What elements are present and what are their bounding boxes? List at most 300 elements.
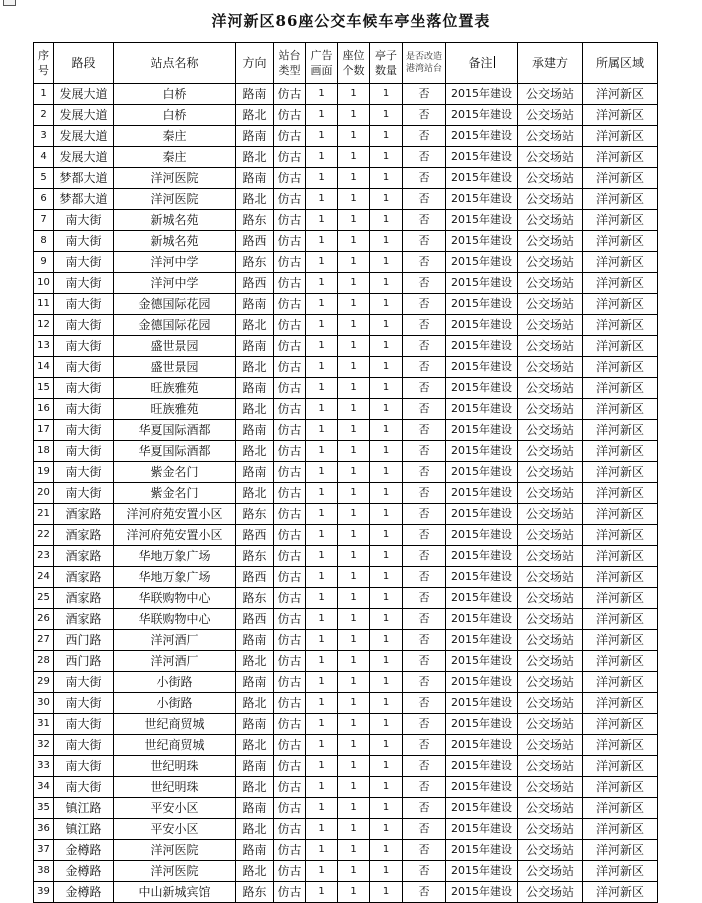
cell-stop-name: 世纪明珠 bbox=[114, 756, 236, 777]
cell-direction: 路南 bbox=[236, 378, 274, 399]
cell-seq: 1 bbox=[34, 84, 54, 105]
cell-area: 洋河新区 bbox=[583, 210, 658, 231]
cell-seq: 4 bbox=[34, 147, 54, 168]
cell-direction: 路南 bbox=[236, 168, 274, 189]
cell-stop-name: 华夏国际酒都 bbox=[114, 420, 236, 441]
cell-note: 2015年建设 bbox=[446, 651, 518, 672]
cell-direction: 路北 bbox=[236, 483, 274, 504]
cell-seat-count: 1 bbox=[338, 105, 370, 126]
cell-road: 南大街 bbox=[54, 756, 114, 777]
cell-builder: 公交场站 bbox=[518, 441, 583, 462]
cell-road: 南大街 bbox=[54, 378, 114, 399]
cell-platform-type: 仿古 bbox=[274, 399, 306, 420]
table-row bbox=[34, 756, 658, 777]
cell-area: 洋河新区 bbox=[583, 672, 658, 693]
cell-note: 2015年建设 bbox=[446, 882, 518, 903]
cell-seq: 28 bbox=[34, 651, 54, 672]
cell-area: 洋河新区 bbox=[583, 378, 658, 399]
cell-seq: 24 bbox=[34, 567, 54, 588]
cell-direction: 路西 bbox=[236, 273, 274, 294]
cell-stop-name: 洋河医院 bbox=[114, 861, 236, 882]
cell-pavilion-count: 1 bbox=[370, 462, 403, 483]
cell-builder: 公交场站 bbox=[518, 525, 583, 546]
cell-seq: 18 bbox=[34, 441, 54, 462]
cell-stop-name: 世纪明珠 bbox=[114, 777, 236, 798]
cell-road: 酒家路 bbox=[54, 609, 114, 630]
cell-seat-count: 1 bbox=[338, 252, 370, 273]
cell-ad-screen: 1 bbox=[306, 168, 338, 189]
cell-ad-screen: 1 bbox=[306, 651, 338, 672]
cell-platform-type: 仿古 bbox=[274, 147, 306, 168]
cell-builder: 公交场站 bbox=[518, 294, 583, 315]
cell-seq: 2 bbox=[34, 105, 54, 126]
cell-builder: 公交场站 bbox=[518, 630, 583, 651]
cell-builder: 公交场站 bbox=[518, 231, 583, 252]
cell-platform-type: 仿古 bbox=[274, 420, 306, 441]
cell-platform-type: 仿古 bbox=[274, 777, 306, 798]
cell-direction: 路西 bbox=[236, 567, 274, 588]
cell-road: 酒家路 bbox=[54, 567, 114, 588]
cell-note: 2015年建设 bbox=[446, 126, 518, 147]
cell-platform-type: 仿古 bbox=[274, 357, 306, 378]
table-row bbox=[34, 567, 658, 588]
cell-direction: 路北 bbox=[236, 819, 274, 840]
cell-pavilion-count: 1 bbox=[370, 441, 403, 462]
cell-area: 洋河新区 bbox=[583, 882, 658, 903]
cell-stop-name: 平安小区 bbox=[114, 798, 236, 819]
header-renovate-bay: 是否改造港湾站台 bbox=[403, 43, 446, 84]
cell-seat-count: 1 bbox=[338, 147, 370, 168]
header-platform-type: 站台类型 bbox=[274, 43, 306, 84]
header-area: 所属区域 bbox=[583, 43, 658, 84]
cell-area: 洋河新区 bbox=[583, 420, 658, 441]
cell-stop-name: 洋河中学 bbox=[114, 273, 236, 294]
cell-builder: 公交场站 bbox=[518, 273, 583, 294]
cell-road: 西门路 bbox=[54, 651, 114, 672]
cell-ad-screen: 1 bbox=[306, 399, 338, 420]
bus-shelter-table bbox=[33, 42, 658, 903]
cell-road: 南大街 bbox=[54, 693, 114, 714]
cell-note: 2015年建设 bbox=[446, 819, 518, 840]
cell-seat-count: 1 bbox=[338, 462, 370, 483]
cell-seq: 14 bbox=[34, 357, 54, 378]
cell-seat-count: 1 bbox=[338, 294, 370, 315]
cell-platform-type: 仿古 bbox=[274, 693, 306, 714]
cell-ad-screen: 1 bbox=[306, 210, 338, 231]
cell-pavilion-count: 1 bbox=[370, 315, 403, 336]
cell-renovate-bay: 否 bbox=[403, 126, 446, 147]
cell-area: 洋河新区 bbox=[583, 819, 658, 840]
cell-road: 金樽路 bbox=[54, 882, 114, 903]
table-row bbox=[34, 231, 658, 252]
cell-ad-screen: 1 bbox=[306, 315, 338, 336]
cell-ad-screen: 1 bbox=[306, 252, 338, 273]
cell-area: 洋河新区 bbox=[583, 861, 658, 882]
cell-stop-name: 紫金名门 bbox=[114, 483, 236, 504]
cell-area: 洋河新区 bbox=[583, 189, 658, 210]
table-row bbox=[34, 147, 658, 168]
cell-direction: 路东 bbox=[236, 882, 274, 903]
cell-seq: 36 bbox=[34, 819, 54, 840]
cell-direction: 路东 bbox=[236, 252, 274, 273]
cell-renovate-bay: 否 bbox=[403, 315, 446, 336]
cell-renovate-bay: 否 bbox=[403, 504, 446, 525]
table-row bbox=[34, 168, 658, 189]
cell-stop-name: 洋河中学 bbox=[114, 252, 236, 273]
cell-builder: 公交场站 bbox=[518, 819, 583, 840]
cell-pavilion-count: 1 bbox=[370, 420, 403, 441]
cell-stop-name: 金德国际花园 bbox=[114, 294, 236, 315]
table-row bbox=[34, 378, 658, 399]
cell-platform-type: 仿古 bbox=[274, 441, 306, 462]
cell-renovate-bay: 否 bbox=[403, 210, 446, 231]
cell-pavilion-count: 1 bbox=[370, 630, 403, 651]
cell-road: 南大街 bbox=[54, 399, 114, 420]
cell-direction: 路西 bbox=[236, 525, 274, 546]
cell-direction: 路南 bbox=[236, 672, 274, 693]
cell-seq: 16 bbox=[34, 399, 54, 420]
cell-platform-type: 仿古 bbox=[274, 462, 306, 483]
cell-seq: 39 bbox=[34, 882, 54, 903]
cell-seat-count: 1 bbox=[338, 231, 370, 252]
cell-platform-type: 仿古 bbox=[274, 252, 306, 273]
cell-area: 洋河新区 bbox=[583, 735, 658, 756]
cell-note: 2015年建设 bbox=[446, 252, 518, 273]
cell-road: 镇江路 bbox=[54, 798, 114, 819]
cell-stop-name: 洋河医院 bbox=[114, 168, 236, 189]
cell-builder: 公交场站 bbox=[518, 714, 583, 735]
cell-builder: 公交场站 bbox=[518, 609, 583, 630]
cell-seat-count: 1 bbox=[338, 756, 370, 777]
cell-note: 2015年建设 bbox=[446, 588, 518, 609]
cell-seq: 37 bbox=[34, 840, 54, 861]
cell-ad-screen: 1 bbox=[306, 777, 338, 798]
cell-area: 洋河新区 bbox=[583, 252, 658, 273]
table-row bbox=[34, 525, 658, 546]
cell-stop-name: 洋河医院 bbox=[114, 840, 236, 861]
cell-area: 洋河新区 bbox=[583, 336, 658, 357]
cell-stop-name: 旺族雅苑 bbox=[114, 399, 236, 420]
cell-area: 洋河新区 bbox=[583, 651, 658, 672]
cell-ad-screen: 1 bbox=[306, 336, 338, 357]
cell-stop-name: 中山新城宾馆 bbox=[114, 882, 236, 903]
table-row bbox=[34, 693, 658, 714]
cell-seat-count: 1 bbox=[338, 126, 370, 147]
cell-platform-type: 仿古 bbox=[274, 525, 306, 546]
cell-stop-name: 小街路 bbox=[114, 672, 236, 693]
cell-area: 洋河新区 bbox=[583, 630, 658, 651]
cell-renovate-bay: 否 bbox=[403, 273, 446, 294]
cell-builder: 公交场站 bbox=[518, 357, 583, 378]
cell-platform-type: 仿古 bbox=[274, 504, 306, 525]
cell-direction: 路北 bbox=[236, 315, 274, 336]
cell-stop-name: 白桥 bbox=[114, 84, 236, 105]
cell-renovate-bay: 否 bbox=[403, 735, 446, 756]
cell-road: 南大街 bbox=[54, 735, 114, 756]
table-row bbox=[34, 798, 658, 819]
cell-seat-count: 1 bbox=[338, 168, 370, 189]
cell-builder: 公交场站 bbox=[518, 315, 583, 336]
cell-builder: 公交场站 bbox=[518, 483, 583, 504]
cell-builder: 公交场站 bbox=[518, 798, 583, 819]
cell-pavilion-count: 1 bbox=[370, 147, 403, 168]
cell-stop-name: 世纪商贸城 bbox=[114, 714, 236, 735]
cell-builder: 公交场站 bbox=[518, 756, 583, 777]
cell-area: 洋河新区 bbox=[583, 168, 658, 189]
cell-road: 酒家路 bbox=[54, 588, 114, 609]
header-note-label: 备注 bbox=[468, 55, 493, 70]
cell-pavilion-count: 1 bbox=[370, 546, 403, 567]
table-row bbox=[34, 504, 658, 525]
cell-area: 洋河新区 bbox=[583, 567, 658, 588]
cell-seat-count: 1 bbox=[338, 525, 370, 546]
cell-direction: 路北 bbox=[236, 441, 274, 462]
cell-seat-count: 1 bbox=[338, 882, 370, 903]
cell-area: 洋河新区 bbox=[583, 525, 658, 546]
cell-ad-screen: 1 bbox=[306, 609, 338, 630]
cell-platform-type: 仿古 bbox=[274, 798, 306, 819]
cell-seat-count: 1 bbox=[338, 588, 370, 609]
cell-renovate-bay: 否 bbox=[403, 609, 446, 630]
cell-direction: 路南 bbox=[236, 630, 274, 651]
cell-area: 洋河新区 bbox=[583, 399, 658, 420]
cell-seat-count: 1 bbox=[338, 441, 370, 462]
cell-seat-count: 1 bbox=[338, 504, 370, 525]
cell-platform-type: 仿古 bbox=[274, 735, 306, 756]
cell-direction: 路东 bbox=[236, 588, 274, 609]
cell-builder: 公交场站 bbox=[518, 672, 583, 693]
cell-note: 2015年建设 bbox=[446, 693, 518, 714]
cell-builder: 公交场站 bbox=[518, 651, 583, 672]
cell-seat-count: 1 bbox=[338, 336, 370, 357]
cell-area: 洋河新区 bbox=[583, 273, 658, 294]
cell-seat-count: 1 bbox=[338, 693, 370, 714]
cell-seat-count: 1 bbox=[338, 567, 370, 588]
cell-seat-count: 1 bbox=[338, 273, 370, 294]
table-row bbox=[34, 357, 658, 378]
cell-renovate-bay: 否 bbox=[403, 714, 446, 735]
cell-road: 梦都大道 bbox=[54, 168, 114, 189]
cell-area: 洋河新区 bbox=[583, 105, 658, 126]
cell-renovate-bay: 否 bbox=[403, 252, 446, 273]
cell-ad-screen: 1 bbox=[306, 630, 338, 651]
cell-seat-count: 1 bbox=[338, 651, 370, 672]
cell-road: 南大街 bbox=[54, 441, 114, 462]
cell-platform-type: 仿古 bbox=[274, 588, 306, 609]
cell-road: 南大街 bbox=[54, 231, 114, 252]
cell-note: 2015年建设 bbox=[446, 630, 518, 651]
cell-note: 2015年建设 bbox=[446, 504, 518, 525]
cell-builder: 公交场站 bbox=[518, 588, 583, 609]
cell-seq: 11 bbox=[34, 294, 54, 315]
cell-stop-name: 旺族雅苑 bbox=[114, 378, 236, 399]
table-row bbox=[34, 189, 658, 210]
cell-seat-count: 1 bbox=[338, 378, 370, 399]
cell-note: 2015年建设 bbox=[446, 441, 518, 462]
table-row bbox=[34, 399, 658, 420]
table-row bbox=[34, 84, 658, 105]
cell-platform-type: 仿古 bbox=[274, 651, 306, 672]
cell-seat-count: 1 bbox=[338, 84, 370, 105]
table-row bbox=[34, 252, 658, 273]
cell-stop-name: 洋河酒厂 bbox=[114, 651, 236, 672]
cell-road: 南大街 bbox=[54, 777, 114, 798]
table-row bbox=[34, 336, 658, 357]
cell-road: 南大街 bbox=[54, 714, 114, 735]
cell-area: 洋河新区 bbox=[583, 483, 658, 504]
cell-renovate-bay: 否 bbox=[403, 672, 446, 693]
cell-area: 洋河新区 bbox=[583, 147, 658, 168]
cell-road: 酒家路 bbox=[54, 546, 114, 567]
cell-seat-count: 1 bbox=[338, 840, 370, 861]
cell-ad-screen: 1 bbox=[306, 231, 338, 252]
cell-direction: 路北 bbox=[236, 861, 274, 882]
table-row bbox=[34, 819, 658, 840]
cell-stop-name: 华联购物中心 bbox=[114, 588, 236, 609]
cell-platform-type: 仿古 bbox=[274, 672, 306, 693]
cell-renovate-bay: 否 bbox=[403, 105, 446, 126]
cell-platform-type: 仿古 bbox=[274, 882, 306, 903]
header-builder: 承建方 bbox=[518, 43, 583, 84]
cell-builder: 公交场站 bbox=[518, 504, 583, 525]
cell-seat-count: 1 bbox=[338, 630, 370, 651]
cell-ad-screen: 1 bbox=[306, 861, 338, 882]
cell-road: 南大街 bbox=[54, 210, 114, 231]
cell-area: 洋河新区 bbox=[583, 315, 658, 336]
cell-builder: 公交场站 bbox=[518, 168, 583, 189]
cell-builder: 公交场站 bbox=[518, 84, 583, 105]
cell-builder: 公交场站 bbox=[518, 336, 583, 357]
cell-direction: 路东 bbox=[236, 546, 274, 567]
cell-stop-name: 洋河府苑安置小区 bbox=[114, 525, 236, 546]
cell-seat-count: 1 bbox=[338, 399, 370, 420]
header-row bbox=[34, 43, 658, 84]
cell-builder: 公交场站 bbox=[518, 693, 583, 714]
header-direction: 方向 bbox=[236, 43, 274, 84]
cell-seat-count: 1 bbox=[338, 189, 370, 210]
cell-builder: 公交场站 bbox=[518, 462, 583, 483]
cell-note: 2015年建设 bbox=[446, 84, 518, 105]
cell-road: 南大街 bbox=[54, 294, 114, 315]
cell-pavilion-count: 1 bbox=[370, 525, 403, 546]
cell-ad-screen: 1 bbox=[306, 693, 338, 714]
cell-pavilion-count: 1 bbox=[370, 777, 403, 798]
cell-seq: 19 bbox=[34, 462, 54, 483]
cell-area: 洋河新区 bbox=[583, 294, 658, 315]
cell-note: 2015年建设 bbox=[446, 315, 518, 336]
cell-direction: 路北 bbox=[236, 777, 274, 798]
cell-platform-type: 仿古 bbox=[274, 294, 306, 315]
table-row bbox=[34, 609, 658, 630]
header-seq: 序号 bbox=[34, 43, 54, 84]
cell-builder: 公交场站 bbox=[518, 378, 583, 399]
cell-road: 发展大道 bbox=[54, 126, 114, 147]
cell-renovate-bay: 否 bbox=[403, 840, 446, 861]
cell-direction: 路北 bbox=[236, 357, 274, 378]
cell-road: 南大街 bbox=[54, 420, 114, 441]
cell-ad-screen: 1 bbox=[306, 378, 338, 399]
cell-road: 南大街 bbox=[54, 336, 114, 357]
cell-road: 发展大道 bbox=[54, 147, 114, 168]
table-row bbox=[34, 105, 658, 126]
cell-road: 酒家路 bbox=[54, 504, 114, 525]
cell-seat-count: 1 bbox=[338, 714, 370, 735]
table-row bbox=[34, 294, 658, 315]
cell-seq: 23 bbox=[34, 546, 54, 567]
sheet-corner-handle[interactable] bbox=[3, 0, 16, 6]
cell-stop-name: 洋河医院 bbox=[114, 189, 236, 210]
cell-note: 2015年建设 bbox=[446, 336, 518, 357]
cell-platform-type: 仿古 bbox=[274, 231, 306, 252]
cell-area: 洋河新区 bbox=[583, 777, 658, 798]
cell-direction: 路北 bbox=[236, 189, 274, 210]
cell-seq: 30 bbox=[34, 693, 54, 714]
cell-seq: 12 bbox=[34, 315, 54, 336]
table-row bbox=[34, 126, 658, 147]
table-row bbox=[34, 483, 658, 504]
cell-seat-count: 1 bbox=[338, 861, 370, 882]
cell-pavilion-count: 1 bbox=[370, 819, 403, 840]
header-road: 路段 bbox=[54, 43, 114, 84]
cell-ad-screen: 1 bbox=[306, 567, 338, 588]
cell-road: 金樽路 bbox=[54, 861, 114, 882]
cell-direction: 路南 bbox=[236, 294, 274, 315]
cell-note: 2015年建设 bbox=[446, 357, 518, 378]
cell-seq: 17 bbox=[34, 420, 54, 441]
cell-road: 南大街 bbox=[54, 483, 114, 504]
cell-ad-screen: 1 bbox=[306, 504, 338, 525]
cell-stop-name: 小街路 bbox=[114, 693, 236, 714]
header-stop-name: 站点名称 bbox=[114, 43, 236, 84]
cell-seat-count: 1 bbox=[338, 357, 370, 378]
cell-note: 2015年建设 bbox=[446, 105, 518, 126]
cell-pavilion-count: 1 bbox=[370, 672, 403, 693]
table-row bbox=[34, 273, 658, 294]
cell-ad-screen: 1 bbox=[306, 798, 338, 819]
cell-road: 镇江路 bbox=[54, 819, 114, 840]
cell-builder: 公交场站 bbox=[518, 777, 583, 798]
cell-ad-screen: 1 bbox=[306, 756, 338, 777]
cell-note: 2015年建设 bbox=[446, 672, 518, 693]
cell-platform-type: 仿古 bbox=[274, 609, 306, 630]
cell-pavilion-count: 1 bbox=[370, 252, 403, 273]
cell-pavilion-count: 1 bbox=[370, 588, 403, 609]
cell-platform-type: 仿古 bbox=[274, 483, 306, 504]
cell-direction: 路南 bbox=[236, 336, 274, 357]
cell-seq: 13 bbox=[34, 336, 54, 357]
cell-builder: 公交场站 bbox=[518, 840, 583, 861]
cell-stop-name: 秦庄 bbox=[114, 147, 236, 168]
cell-road: 南大街 bbox=[54, 273, 114, 294]
cell-seq: 32 bbox=[34, 735, 54, 756]
cell-stop-name: 白桥 bbox=[114, 105, 236, 126]
cell-area: 洋河新区 bbox=[583, 441, 658, 462]
cell-seq: 10 bbox=[34, 273, 54, 294]
cell-seq: 20 bbox=[34, 483, 54, 504]
cell-seat-count: 1 bbox=[338, 315, 370, 336]
cell-builder: 公交场站 bbox=[518, 735, 583, 756]
cell-ad-screen: 1 bbox=[306, 420, 338, 441]
cell-direction: 路北 bbox=[236, 735, 274, 756]
cell-platform-type: 仿古 bbox=[274, 840, 306, 861]
table-row bbox=[34, 714, 658, 735]
cell-pavilion-count: 1 bbox=[370, 882, 403, 903]
cell-direction: 路东 bbox=[236, 504, 274, 525]
cell-area: 洋河新区 bbox=[583, 609, 658, 630]
cell-ad-screen: 1 bbox=[306, 147, 338, 168]
cell-area: 洋河新区 bbox=[583, 714, 658, 735]
cell-area: 洋河新区 bbox=[583, 546, 658, 567]
